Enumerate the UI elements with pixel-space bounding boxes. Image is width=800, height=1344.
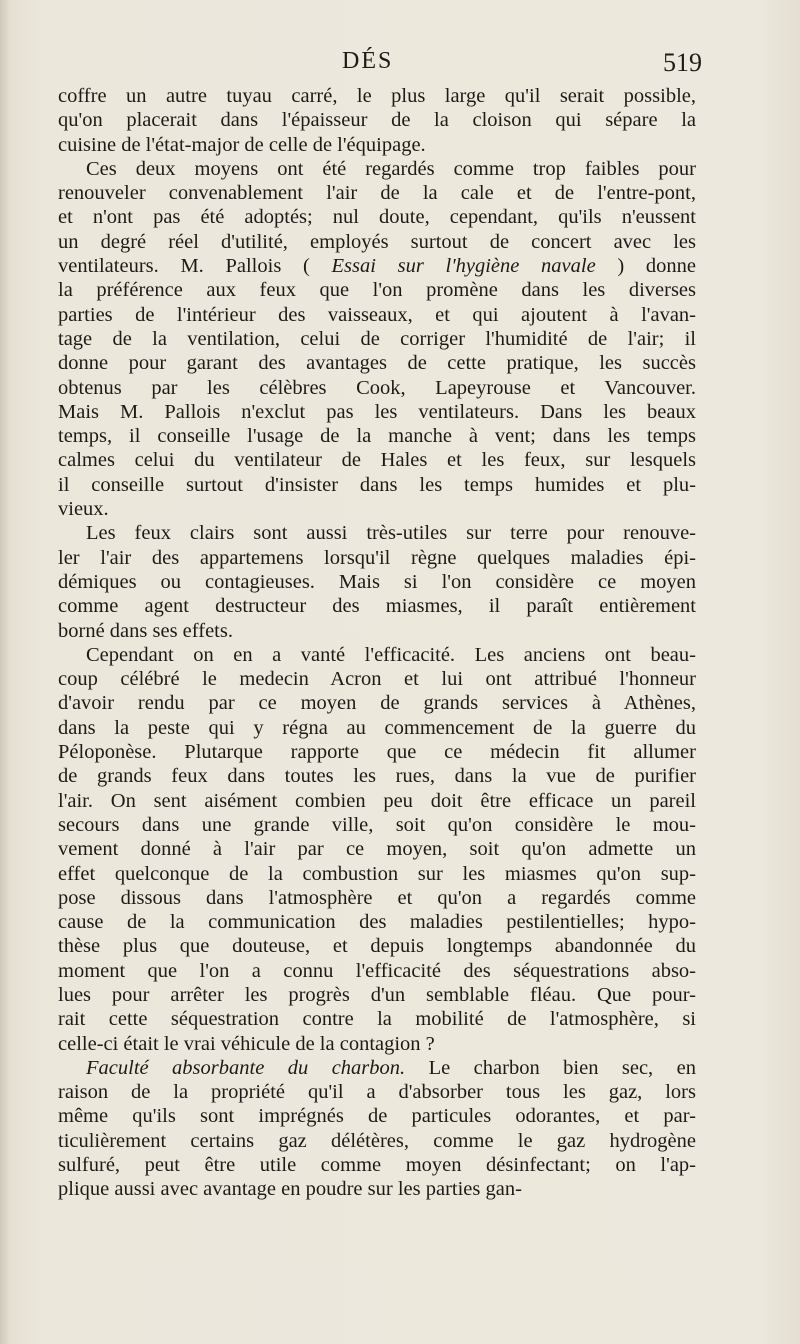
text-line: il conseille surtout d'insister dans les temps humides et plu- <box>58 473 696 496</box>
text-line: ticulièrement certains gaz délétères, comme le gaz hydrogène <box>58 1129 696 1152</box>
text-line: donne pour garant des avantages de cette pratique, les succès <box>58 352 696 375</box>
text-line: la préférence aux feux que l'on promène dans les diverses <box>58 279 696 302</box>
text-line: calmes celui du ventilateur de Hales et les feux, sur lesquels <box>58 449 696 472</box>
text-line: Ces deux moyens ont été regardés comme trop faibles pour <box>86 157 696 180</box>
text-line: même qu'ils sont imprégnés de particules odorantes, et par- <box>58 1105 696 1128</box>
text-line: Cependant on en a vanté l'efficacité. Les anciens ont beau- <box>86 643 696 666</box>
paragraph <box>58 521 696 642</box>
text-line: qu'on placerait dans l'épaisseur de la cloison qui sépare la <box>58 109 696 132</box>
text-line: lues pour arrêter les progrès d'un semblable fléau. Que pour- <box>58 983 696 1006</box>
text-line: temps, il conseille l'usage de la manche à vent; dans les temps <box>58 425 696 448</box>
text-line: coup célébré le medecin Acron et lui ont attribué l'honneur <box>58 668 696 691</box>
text-line: raison de la propriété qu'il a d'absorber tous les gaz, lors <box>58 1081 696 1104</box>
text-line: vement donné à l'air par ce moyen, soit qu'on admette un <box>58 838 696 861</box>
section-run-in-heading: Faculté absorbante du charbon. <box>86 1056 406 1079</box>
book-title-italic: Essai sur l'hygiène navale <box>331 255 596 278</box>
paragraph <box>58 157 696 521</box>
running-head-title: DÉS <box>342 48 394 74</box>
text-line <box>58 1056 696 1080</box>
text-line: d'avoir rendu par ce moyen de grands services à Athènes, <box>58 692 696 715</box>
text-line: de grands feux dans toutes les rues, dans la vue de purifier <box>58 765 696 788</box>
paragraph <box>58 1056 696 1202</box>
text-line: démiques ou contagieuses. Mais si l'on considère ce moyen <box>58 570 696 593</box>
text-line: thèse plus que douteuse, et depuis longtemps abandonnée du <box>58 935 696 958</box>
text-line: dans la peste qui y régna au commencement de la guerre du <box>58 716 696 739</box>
text-line: parties de l'intérieur des vaisseaux, et qui ajoutent à l'avan- <box>58 303 696 326</box>
running-head <box>0 48 800 82</box>
text-line: cuisine de l'état-major de celle de l'équipage. <box>58 133 426 156</box>
text-line: celle-ci était le vrai véhicule de la contagion ? <box>58 1032 435 1055</box>
text-line-rest: Le charbon bien sec, en <box>405 1056 696 1079</box>
text-line: un degré réel d'utilité, employés surtout de concert avec les <box>58 230 696 253</box>
text-line: obtenus par les célèbres Cook, Lapeyrouse et Vancouver. <box>58 376 696 399</box>
text-line: Péloponèse. Plutarque rapporte que ce médecin fit allumer <box>58 741 696 764</box>
paragraph <box>58 643 696 1056</box>
text-line: vieux. <box>58 498 109 521</box>
text-line: secours dans une grande ville, soit qu'on considère le mou- <box>58 813 696 836</box>
text-line: Mais M. Pallois n'exclut pas les ventilateurs. Dans les beaux <box>58 400 696 423</box>
text-line: cause de la communication des maladies pestilentielles; hypo- <box>58 911 696 934</box>
text-line: pose dissous dans l'atmosphère et qu'on a regardés comme <box>58 886 696 909</box>
text-line: Les feux clairs sont aussi très-utiles sur terre pour renouve- <box>86 522 696 545</box>
text-line: effet quelconque de la combustion sur les miasmes qu'on sup- <box>58 862 696 885</box>
text-line: comme agent destructeur des miasmes, il paraît entièrement <box>58 595 696 618</box>
page-number: 519 <box>663 48 702 77</box>
text-line: renouveler convenablement l'air de la cale et de l'entre-pont, <box>58 182 696 205</box>
text-line: coffre un autre tuyau carré, le plus large qu'il serait possible, <box>58 85 696 107</box>
paragraph <box>58 84 696 157</box>
body-text <box>58 84 696 1202</box>
text-line: rait cette séquestration contre la mobilité de l'atmosphère, si <box>58 1008 696 1031</box>
text-line: tage de la ventilation, celui de corriger l'humidité de l'air; il <box>58 327 696 350</box>
text-line: plique aussi avec avantage en poudre sur les parties gan- <box>58 1178 522 1201</box>
text-line: et n'ont pas été adoptés; nul doute, cependant, qu'ils n'eussent <box>58 206 696 229</box>
text-line: ler l'air des appartemens lorsqu'il règne quelques maladies épi- <box>58 546 696 569</box>
text-line: moment que l'on a connu l'efficacité des séquestrations abso- <box>58 959 696 982</box>
text-line: sulfuré, peut être utile comme moyen désinfectant; on l'ap- <box>58 1154 696 1177</box>
text-line: ventilateurs. M. Pallois ( Essai sur l'hygiène navale ) donne <box>58 255 696 278</box>
text-line: borné dans ses effets. <box>58 619 233 642</box>
text-line: l'air. On sent aisément combien peu doit être efficace un pareil <box>58 789 696 812</box>
